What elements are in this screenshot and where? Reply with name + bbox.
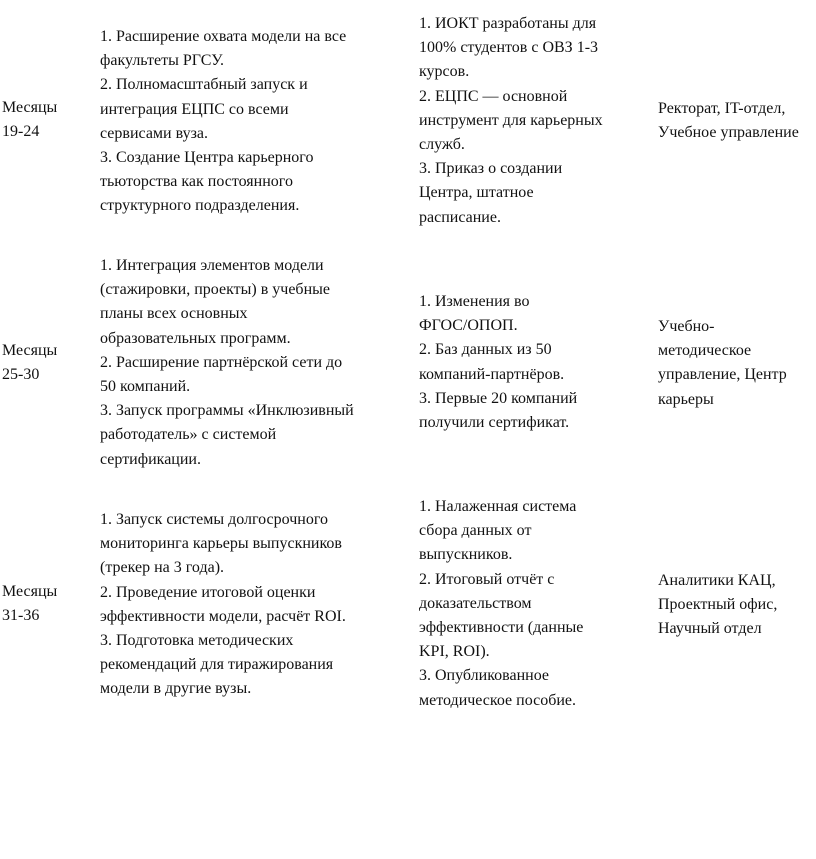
task-line: структурного подразделения. <box>100 197 300 215</box>
task-line: сертификации. <box>100 450 201 468</box>
results-cell <box>419 495 644 713</box>
result-line: KPI, ROI). <box>419 643 490 661</box>
result-line: методическое пособие. <box>419 691 577 709</box>
period-range: 25-30 <box>2 366 40 384</box>
responsible-line: Учебно- <box>658 318 715 335</box>
responsible-line: Учебное управление <box>658 124 799 142</box>
task-line: модели в другие вузы. <box>100 680 252 698</box>
task-line: планы всех основных <box>100 305 248 323</box>
task-line: 3. Создание Центра карьерного <box>100 149 314 167</box>
period-cell <box>2 580 82 628</box>
result-line: компаний-партнёров. <box>419 365 565 383</box>
result-line: инструмент для карьерных <box>419 111 603 129</box>
result-line: 1. ИОКТ разработаны для <box>419 15 597 32</box>
responsible-cell <box>658 569 816 642</box>
result-line: 2. Итоговый отчёт с <box>419 570 555 588</box>
result-line: эффективности (данные <box>419 619 584 637</box>
period-cell <box>2 339 82 387</box>
task-line: работодатель» с системой <box>100 426 277 444</box>
results-cell <box>419 12 644 230</box>
task-line: 3. Запуск программы «Инклюзивный <box>100 402 354 420</box>
result-line: сбора данных от <box>419 522 532 540</box>
task-line: 2. Расширение партнёрской сети до <box>100 353 343 371</box>
result-line: доказательством <box>419 594 532 612</box>
period-range: 31-36 <box>2 607 40 625</box>
result-line: курсов. <box>419 63 470 81</box>
period-label: Месяцы <box>2 99 58 116</box>
result-line: получили сертификат. <box>419 414 570 432</box>
task-line: интеграция ЕЦПС со всеми <box>100 100 289 118</box>
result-line: Центра, штатное <box>419 184 534 202</box>
result-line: 2. Баз данных из 50 <box>419 341 552 359</box>
task-line: (трекер на 3 года). <box>100 559 225 577</box>
task-line: 2. Проведение итоговой оценки <box>100 583 316 601</box>
task-line: 1. Расширение охвата модели на все <box>100 28 347 45</box>
result-line: 3. Приказ о создании <box>419 160 563 178</box>
task-line: эффективности модели, расчёт ROI. <box>100 607 346 625</box>
tasks-cell <box>100 508 400 702</box>
result-line: 3. Первые 20 компаний <box>419 389 578 407</box>
task-line: 1. Запуск системы долгосрочного <box>100 511 329 528</box>
period-range: 19-24 <box>2 123 40 141</box>
task-line: факультеты РГСУ. <box>100 52 224 70</box>
task-line: тьюторства как постоянного <box>100 173 293 191</box>
result-line: 2. ЕЦПС — основной <box>419 87 568 105</box>
result-line: 100% студентов с ОВЗ 1-3 <box>419 39 599 57</box>
result-line: расписание. <box>419 208 501 226</box>
period-label: Месяцы <box>2 583 58 600</box>
tasks-cell <box>100 25 400 219</box>
responsible-cell <box>658 315 816 412</box>
result-line: 1. Изменения во <box>419 293 530 310</box>
period-label: Месяцы <box>2 342 58 359</box>
task-line: 2. Полномасштабный запуск и <box>100 76 308 94</box>
period-cell <box>2 96 82 144</box>
result-line: ФГОС/ОПОП. <box>419 317 518 335</box>
tasks-cell <box>100 254 400 472</box>
responsible-line: управление, Центр <box>658 366 787 384</box>
task-line: рекомендаций для тиражирования <box>100 656 334 674</box>
task-line: сервисами вуза. <box>100 124 209 142</box>
task-line: образовательных программ. <box>100 329 291 347</box>
task-line: 3. Подготовка методических <box>100 632 294 650</box>
results-cell <box>419 290 644 435</box>
result-line: служб. <box>419 136 465 154</box>
task-line: 1. Интеграция элементов модели <box>100 257 324 274</box>
responsible-line: методическое <box>658 342 752 360</box>
task-line: мониторинга карьеры выпускников <box>100 535 342 553</box>
responsible-line: Научный отдел <box>658 620 762 638</box>
responsible-line: Проектный офис, <box>658 596 778 614</box>
responsible-line: Аналитики КАЦ, <box>658 572 776 589</box>
responsible-line: карьеры <box>658 390 714 408</box>
responsible-line: Ректорат, IT-отдел, <box>658 100 786 117</box>
task-line: (стажировки, проекты) в учебные <box>100 281 330 299</box>
task-line: 50 компаний. <box>100 378 191 396</box>
result-line: выпускников. <box>419 546 513 564</box>
result-line: 3. Опубликованное <box>419 667 550 685</box>
result-line: 1. Налаженная система <box>419 498 577 515</box>
responsible-cell <box>658 97 816 145</box>
